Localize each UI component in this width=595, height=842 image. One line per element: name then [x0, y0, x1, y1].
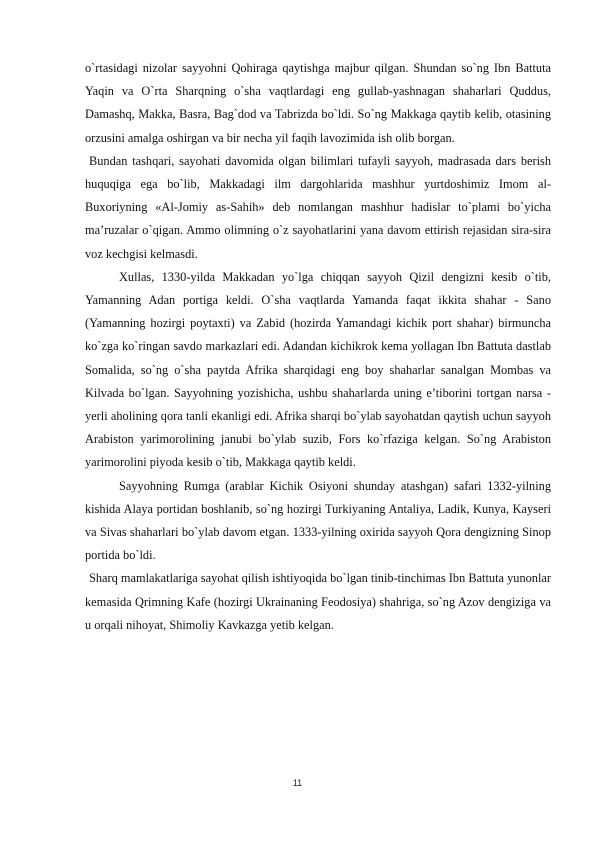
- paragraph-5: Sharq mamlakatlariga sayohat qilish ishtiyoqida bo`lgan tinib-tinchimas Ibn Battuta yunonlar kemasida Qrimning Kafe (hozirgi Ukrainaning Feodosiya) shahriga, so`ng Azov dengiziga va u orqali nihoyat, Shimoliy Kavkazga yetib kelgan.: [85, 571, 551, 632]
- paragraph-4: Sayyohning Rumga (arablar Kichik Osiyoni shunday atashgan) safari 1332-yilning kishida Alaya portidan boshlanib, so`ng hozirgi Turkiyaning Antaliya, Ladik, Kunya, Kayseri va Sivas shaharlari bo`ylab davom etgan. 1333-yilning oxirida sayyoh Qora dengizning Sinop portida bo`ldi.: [85, 478, 551, 563]
- paragraph-1: o`rtasidagi nizolar sayyohni Qohiraga qaytishga majbur qilgan. Shundan so`ng Ibn Battuta Yaqin va O`rta Sharqning o`sha vaqtlardagi eng gullab-yashnagan shaharlari Quddus, Damashq, Makka, Basra, Bag`dod va Tabrizda bo`ldi. So`ng Makkaga qaytib kelib, otasining orzusini amalga oshirgan va bir necha yil faqih lavozimida ish olib borgan.: [85, 61, 551, 145]
- paragraph-3: Xullas, 1330-yilda Makkadan yo`lga chiqqan sayyoh Qizil dengizni kesib o`tib, Yamanning Adan portiga keldi. O`sha vaqtlarda Yamanda faqat ikkita shahar - Sano (Yamanning hozirgi poytaxti) va Zabid (hozirda Yamandagi kichik port shahar) birmuncha ko`zga ko`ringan savdo markazlari edi. Adandan kichikrok kema yollagan Ibn Battuta dastlab Somalida, so`ng o`sha paytda Afrika sharqidagi eng boy shaharlar sanalgan Mombas va Kilvada bo`lgan. Sayyohning yozishicha, ushbu shaharlarda uning e’tiborini tortgan narsa - yerli aholining qora tanli ekanligi edi. Afrika sharqi bo`ylab sayohatdan qaytish uchun sayyoh Arabiston yarimorolining janubi bo`ylab suzib, Fors ko`rfaziga kelgan. So`ng Arabiston yarimorolini piyoda kesib o`tib, Makkaga qaytib keldi.: [85, 269, 551, 470]
- body-text: [85, 57, 551, 637]
- page-number: 11: [292, 778, 303, 788]
- paragraph-2: Bundan tashqari, sayohati davomida olgan bilimlari tufayli sayyoh, madrasada dars berish huquqiga ega bo`lib, Makkadagi ilm dargohlarida mashhur yurtdoshimiz Imom al-Buxoriyning «Al-Jomiy as-Sahih» deb nomlangan mashhur hadislar to`plami bo`yicha ma’ruzalar o`qigan. Ammo olimning o`z sayohatlarini yana davom ettirish rejasidan sira-sira voz kechgisi kelmasdi.: [85, 153, 551, 261]
